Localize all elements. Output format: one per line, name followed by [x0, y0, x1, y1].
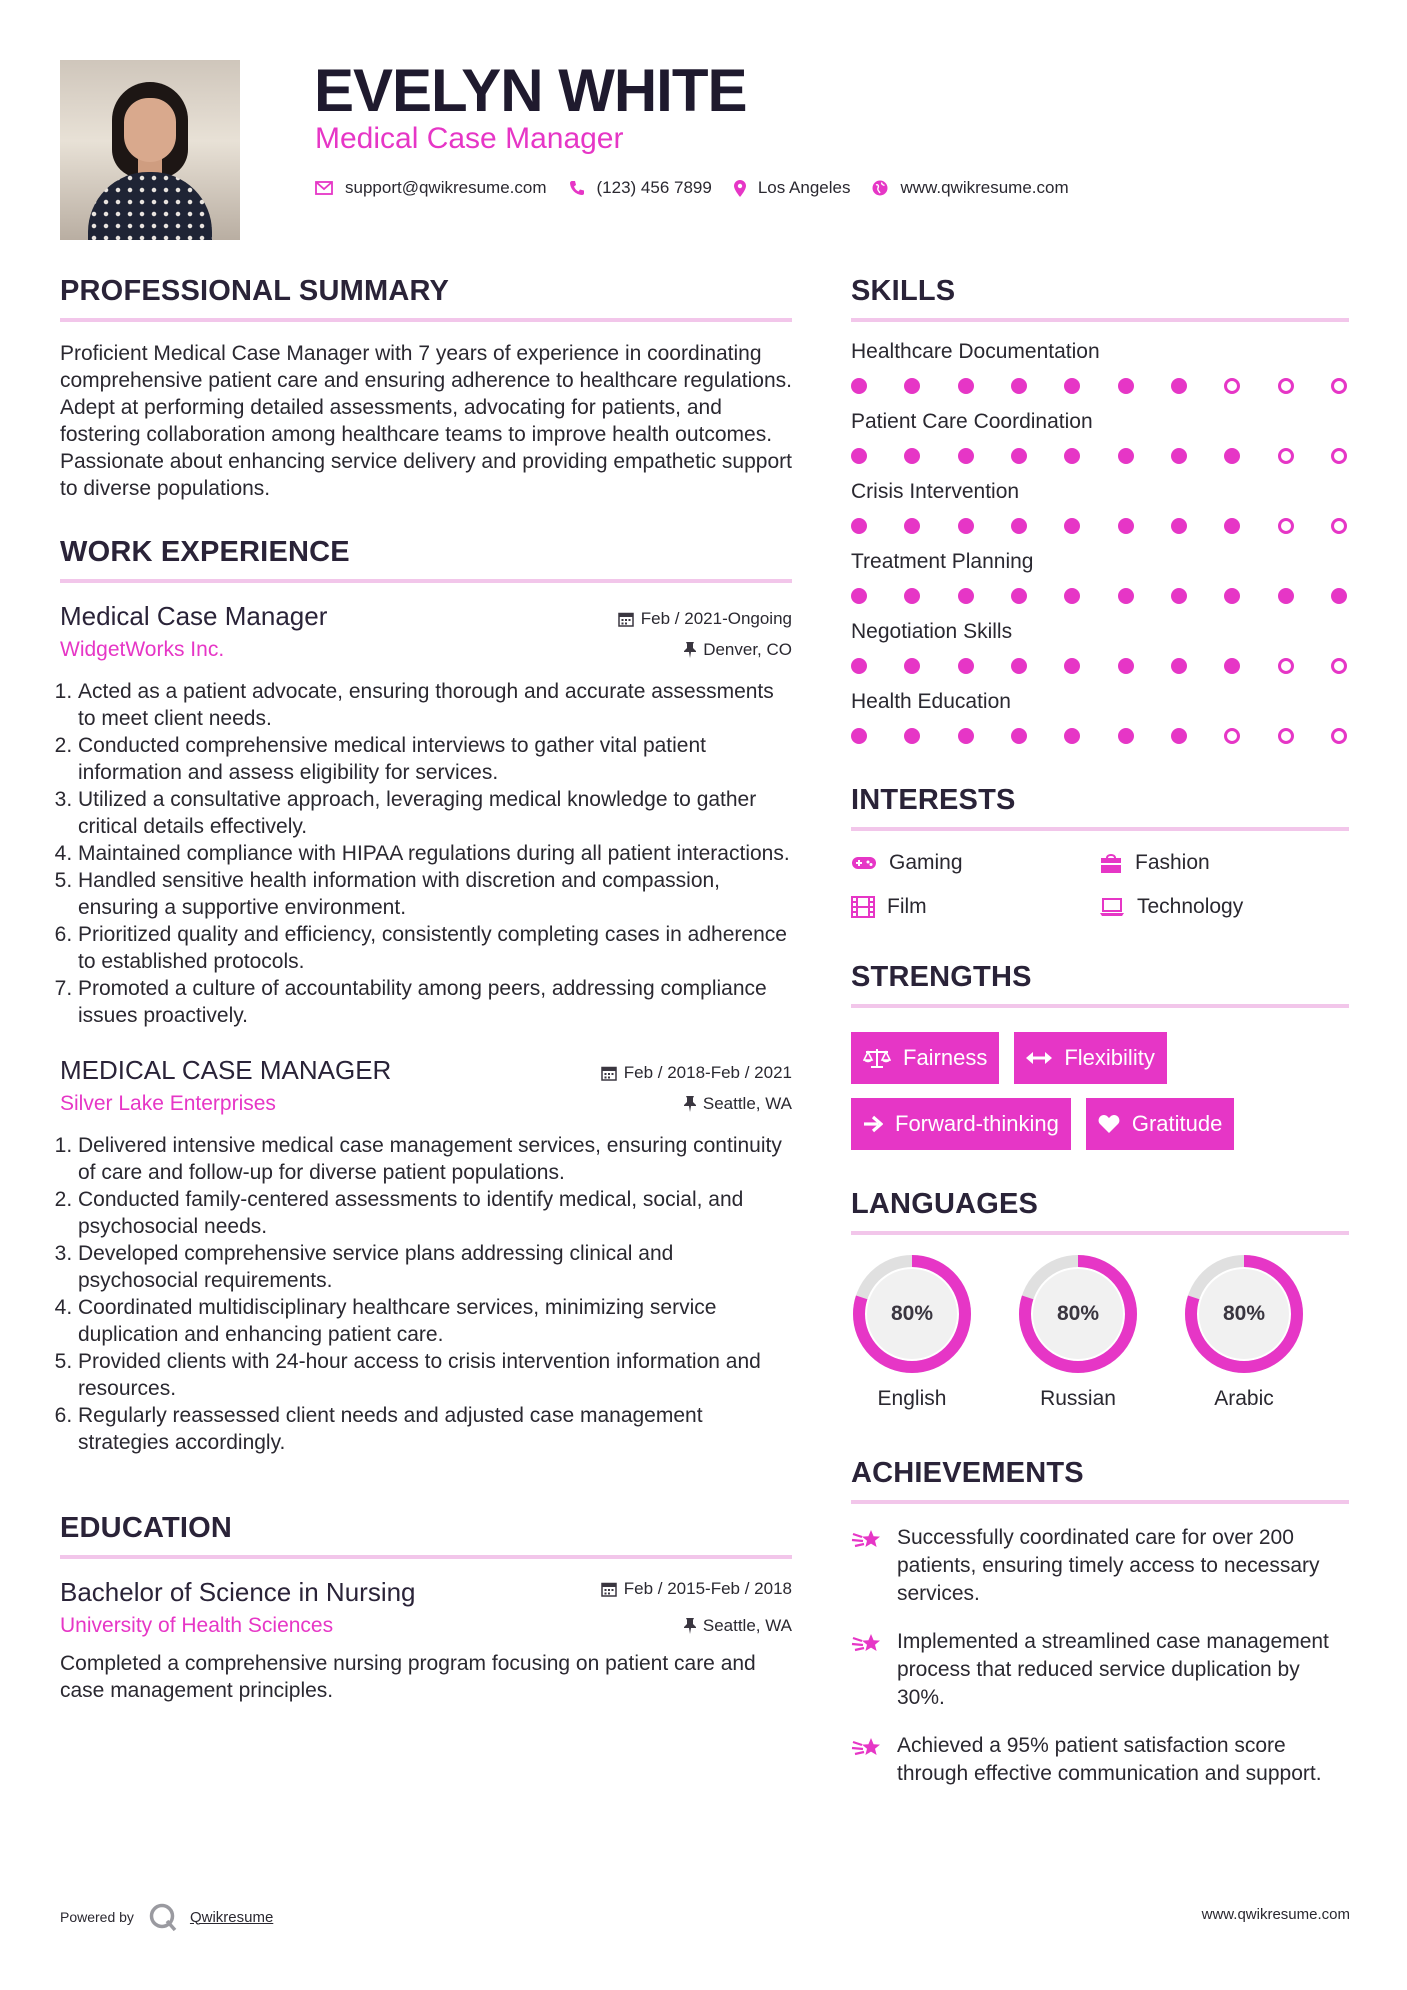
candidate-name: EVELYN WHITE [314, 57, 747, 124]
language-percent: 80% [1222, 1302, 1266, 1325]
rating-dot-filled [1171, 378, 1187, 394]
rating-dot-empty [1278, 518, 1294, 534]
skill-rating [851, 518, 1349, 534]
list-item: 2. Conducted comprehensive medical interviews to gather vital patient information and assess eligibility for services. [78, 732, 792, 786]
rating-dot-filled [1224, 658, 1240, 674]
education-entry [60, 1577, 792, 1704]
rating-dot-filled [1171, 518, 1187, 534]
job-bullets [60, 1132, 792, 1456]
contact-phone[interactable]: (123) 456 7899 [569, 178, 712, 198]
rating-dot-empty [1331, 518, 1347, 534]
skill-rating [851, 728, 1349, 744]
rating-dot-filled [851, 658, 867, 674]
film-icon [851, 896, 875, 918]
skills-heading: SKILLS [851, 275, 1349, 322]
summary-section [60, 275, 792, 502]
rating-dot-empty [1331, 728, 1347, 744]
job-dates: Feb / 2018-Feb / 2021 [601, 1063, 792, 1083]
job-entry [60, 601, 792, 1029]
job-dates: Feb / 2021-Ongoing [618, 609, 792, 629]
achievement-item: Successfully coordinated care for over 200 patients, ensuring timely access to necessary services. [851, 1524, 1349, 1608]
rating-dot-filled [1171, 448, 1187, 464]
envelope-icon [315, 181, 333, 195]
job-location: Seattle, WA [684, 1094, 792, 1114]
skills-list [851, 340, 1349, 744]
rating-dot-filled [1224, 448, 1240, 464]
list-item: 4. Maintained compliance with HIPAA regulations during all patient interactions. [78, 840, 792, 867]
shopping-bag-icon [1099, 852, 1123, 874]
interest-item: Technology [1099, 895, 1349, 919]
rating-dot-filled [1171, 658, 1187, 674]
job-bullets [60, 678, 792, 1029]
rating-dot-filled [958, 378, 974, 394]
rating-dot-filled [1118, 378, 1134, 394]
rating-dot-filled [1171, 588, 1187, 604]
skill-name: Health Education [851, 690, 1011, 713]
language-percent: 80% [890, 1302, 934, 1325]
company-name: Silver Lake Enterprises [60, 1092, 276, 1115]
pushpin-icon [684, 642, 696, 658]
interest-item: Fashion [1099, 851, 1349, 875]
rating-dot-filled [1224, 518, 1240, 534]
list-item: 1. Delivered intensive medical case management services, ensuring continuity of care and follow-up for diverse patient populations. [78, 1132, 792, 1186]
right-column [851, 275, 1349, 1788]
profile-photo [60, 60, 240, 240]
balance-scale-icon [863, 1047, 891, 1069]
summary-text: Proficient Medical Case Manager with 7 years of experience in coordinating comprehensive patient care and ensuring adherence to healthcare regulations. Adept at performing detailed assessments, advocating for patients, and fostering collaboration among healthcare teams to improve health outcomes. Passionate about enhancing service delivery and providing empathetic support to diverse populations. [60, 342, 792, 500]
list-item: 2. Conducted family-centered assessments to identify medical, social, and psychosocial needs. [78, 1186, 792, 1240]
calendar-icon [618, 611, 634, 627]
experience-section [60, 536, 792, 1456]
contact-bar [315, 178, 1091, 198]
company-name: WidgetWorks Inc. [60, 638, 225, 661]
rating-dot-filled [1118, 728, 1134, 744]
skill-name: Treatment Planning [851, 550, 1034, 573]
left-column [60, 275, 792, 1704]
rating-dot-filled [904, 378, 920, 394]
rating-dot-filled [851, 448, 867, 464]
rating-dot-filled [1011, 448, 1027, 464]
list-item: 3. Utilized a consultative approach, leveraging medical knowledge to gather critical details effectively. [78, 786, 792, 840]
rating-dot-filled [1064, 588, 1080, 604]
pushpin-icon [684, 1618, 696, 1634]
arrow-right-icon [863, 1115, 883, 1133]
strength-chip: Fairness [851, 1032, 999, 1084]
map-marker-icon [734, 180, 746, 197]
rating-dot-empty [1278, 448, 1294, 464]
contact-website[interactable]: www.qwikresume.com [872, 178, 1068, 198]
rating-dot-empty [1278, 728, 1294, 744]
calendar-icon [601, 1065, 617, 1081]
rating-dot-empty [1224, 728, 1240, 744]
footer-brand-link[interactable]: Qwikresume [189, 1908, 274, 1926]
interests-heading: INTERESTS [851, 784, 1349, 831]
strengths-heading: STRENGTHS [851, 961, 1349, 1008]
strength-chip: Flexibility [1014, 1032, 1166, 1084]
rating-dot-filled [1118, 518, 1134, 534]
rating-dot-filled [1064, 658, 1080, 674]
rating-dot-filled [1118, 448, 1134, 464]
interest-item: Gaming [851, 851, 1099, 875]
rating-dot-filled [1064, 378, 1080, 394]
rating-dot-filled [958, 518, 974, 534]
skill-name: Crisis Intervention [851, 480, 1020, 503]
qwikresume-logo-icon [148, 1902, 178, 1932]
skill-name: Healthcare Documentation [851, 340, 1100, 363]
skills-section [851, 275, 1349, 744]
rating-dot-filled [851, 728, 867, 744]
rating-dot-filled [1011, 728, 1027, 744]
languages-list [851, 1253, 1349, 1411]
strength-chip: Gratitude [1086, 1098, 1235, 1150]
rating-dot-empty [1331, 658, 1347, 674]
education-dates: Feb / 2015-Feb / 2018 [601, 1579, 792, 1599]
experience-heading: WORK EXPERIENCE [60, 536, 792, 583]
pushpin-icon [684, 1096, 696, 1112]
list-item: 7. Promoted a culture of accountability among peers, addressing compliance issues proactively. [78, 975, 792, 1029]
list-item: 6. Regularly reassessed client needs and adjusted case management strategies accordingly. [78, 1402, 792, 1456]
job-entry [60, 1055, 792, 1456]
rating-dot-filled [1118, 658, 1134, 674]
school-name: University of Health Sciences [60, 1614, 334, 1637]
interest-item: Film [851, 895, 1099, 919]
job-location: Denver, CO [684, 640, 792, 660]
job-title: MEDICAL CASE MANAGER [60, 1055, 392, 1085]
degree-title: Bachelor of Science in Nursing [60, 1577, 416, 1607]
rating-dot-empty [1224, 378, 1240, 394]
shooting-star-icon [851, 1734, 883, 1760]
rating-dot-filled [958, 448, 974, 464]
skill-name: Patient Care Coordination [851, 410, 1093, 433]
rating-dot-filled [1064, 518, 1080, 534]
rating-dot-filled [1064, 728, 1080, 744]
rating-dot-filled [1064, 448, 1080, 464]
globe-icon [872, 180, 888, 196]
rating-dot-filled [1278, 588, 1294, 604]
rating-dot-filled [958, 728, 974, 744]
rating-dot-filled [904, 448, 920, 464]
rating-dot-filled [1224, 588, 1240, 604]
job-title: Medical Case Manager [60, 601, 328, 631]
rating-dot-empty [1278, 378, 1294, 394]
language-percent: 80% [1056, 1302, 1100, 1325]
language-item [1183, 1253, 1349, 1411]
rating-dot-filled [904, 658, 920, 674]
summary-heading: PROFESSIONAL SUMMARY [60, 275, 792, 322]
rating-dot-empty [1278, 658, 1294, 674]
candidate-title: Medical Case Manager [315, 122, 624, 155]
rating-dot-empty [1331, 378, 1347, 394]
education-heading: EDUCATION [60, 1512, 792, 1559]
interests-section [851, 784, 1349, 919]
rating-dot-filled [904, 728, 920, 744]
rating-dot-filled [1011, 518, 1027, 534]
strengths-section [851, 961, 1349, 1150]
list-item: 3. Developed comprehensive service plans addressing clinical and psychosocial requirements. [78, 1240, 792, 1294]
rating-dot-filled [1331, 588, 1347, 604]
rating-dot-filled [1011, 588, 1027, 604]
laptop-icon [1099, 897, 1125, 917]
rating-dot-filled [1011, 658, 1027, 674]
achievements-section [851, 1457, 1349, 1788]
footer-website[interactable]: www.qwikresume.com [1201, 1906, 1350, 1923]
rating-dot-filled [1171, 728, 1187, 744]
rating-dot-filled [904, 518, 920, 534]
contact-location: Los Angeles [734, 178, 851, 198]
language-name: Arabic [1214, 1387, 1274, 1410]
language-progress-ring [851, 1253, 973, 1375]
list-item: 5. Handled sensitive health information with discretion and compassion, ensuring a supportive environment. [78, 867, 792, 921]
contact-email[interactable]: support@qwikresume.com [315, 178, 547, 198]
education-text: Completed a comprehensive nursing program focusing on patient care and case management principles. [60, 1652, 756, 1702]
rating-dot-filled [851, 518, 867, 534]
skill-rating [851, 378, 1349, 394]
calendar-icon [601, 1581, 617, 1597]
list-item: 6. Prioritized quality and efficiency, consistently completing cases in adherence to established protocols. [78, 921, 792, 975]
rating-dot-filled [1011, 378, 1027, 394]
rating-dot-filled [851, 378, 867, 394]
achievement-item: Implemented a streamlined case management process that reduced service duplication by 30%. [851, 1628, 1349, 1712]
skill-rating [851, 658, 1349, 674]
skill-rating [851, 448, 1349, 464]
language-progress-ring [1017, 1253, 1139, 1375]
language-progress-ring [1183, 1253, 1305, 1375]
rating-dot-filled [851, 588, 867, 604]
education-section [60, 1512, 792, 1704]
list-item: 5. Provided clients with 24-hour access to crisis intervention information and resources. [78, 1348, 792, 1402]
achievements-heading: ACHIEVEMENTS [851, 1457, 1349, 1504]
gamepad-icon [851, 855, 877, 871]
education-location: Seattle, WA [684, 1616, 792, 1636]
language-name: Russian [1040, 1387, 1116, 1410]
shooting-star-icon [851, 1630, 883, 1656]
rating-dot-filled [904, 588, 920, 604]
heart-icon [1098, 1114, 1120, 1134]
double-arrow-icon [1026, 1051, 1052, 1065]
languages-section [851, 1188, 1349, 1411]
rating-dot-filled [958, 588, 974, 604]
skill-rating [851, 588, 1349, 604]
languages-heading: LANGUAGES [851, 1188, 1349, 1235]
language-name: English [877, 1387, 947, 1410]
skill-name: Negotiation Skills [851, 620, 1013, 643]
list-item: 4. Coordinated multidisciplinary healthcare services, minimizing service duplication and enhancing patient care. [78, 1294, 792, 1348]
strength-chip: Forward-thinking [851, 1098, 1071, 1150]
shooting-star-icon [851, 1526, 883, 1552]
rating-dot-filled [958, 658, 974, 674]
footer-powered-by: Powered by Qwikresume [60, 1902, 273, 1932]
achievement-item: Achieved a 95% patient satisfaction score through effective communication and support. [851, 1732, 1349, 1788]
language-item [1017, 1253, 1183, 1411]
phone-icon [569, 180, 585, 196]
list-item: 1. Acted as a patient advocate, ensuring thorough and accurate assessments to meet client needs. [78, 678, 792, 732]
rating-dot-empty [1331, 448, 1347, 464]
language-item [851, 1253, 1017, 1411]
rating-dot-filled [1118, 588, 1134, 604]
